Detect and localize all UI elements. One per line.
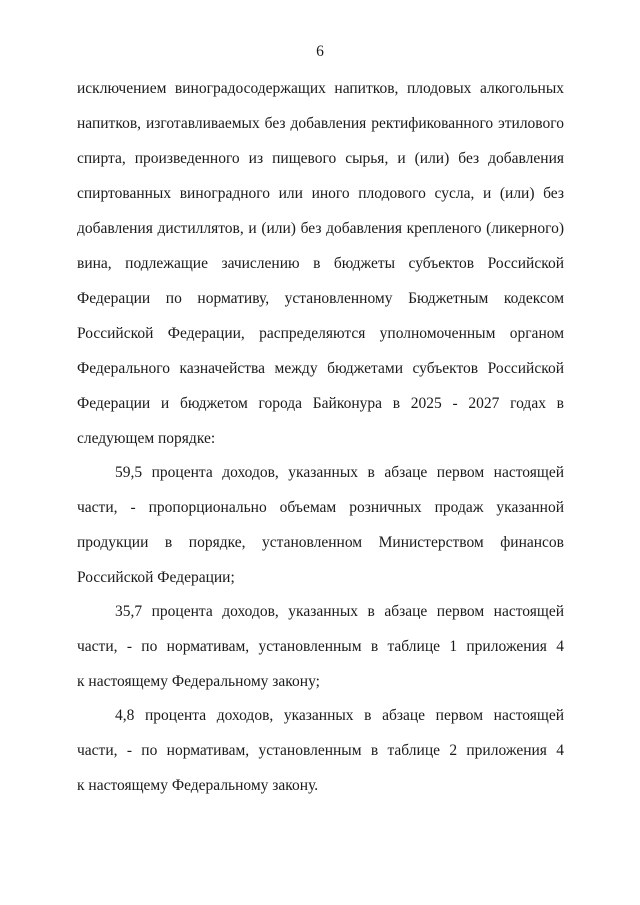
text-line: 59,5 процента доходов, указанных в абзаце первом настоящей	[115, 464, 564, 481]
text-line: следующем порядке:	[77, 430, 216, 447]
text-line: Российской Федерации;	[77, 569, 235, 586]
text-line: части, - по нормативам, установленным в таблице 2 приложения 4	[77, 742, 564, 759]
text-line: части, - по нормативам, установленным в таблице 1 приложения 4	[77, 638, 564, 655]
text-line: продукции в порядке, установленном Министерством финансов	[77, 534, 564, 551]
text-line: Федерации по нормативу, установленному Бюджетным кодексом	[77, 290, 564, 307]
text-line: напитков, изготавливаемых без добавления ректификованного этилового	[77, 115, 564, 132]
text-line: к настоящему Федеральному закону.	[77, 777, 319, 794]
text-line: спиртованных виноградного или иного плодового сусла, и (или) без	[77, 185, 564, 202]
text-line: исключением виноградосодержащих напитков, плодовых алкогольных	[77, 80, 564, 97]
text-line: 4,8 процента доходов, указанных в абзаце первом настоящей	[115, 707, 564, 724]
text-line: спирта, произведенного из пищевого сырья, и (или) без добавления	[77, 150, 564, 167]
text-line: вина, подлежащие зачислению в бюджеты субъектов Российской	[77, 255, 564, 272]
text-line: к настоящему Федеральному закону;	[77, 673, 320, 690]
text-line: Российской Федерации, распределяются уполномоченным органом	[77, 325, 564, 342]
text-line: Федерации и бюджетом города Байконура в 2025 - 2027 годах в	[77, 395, 564, 412]
text-line: добавления дистиллятов, и (или) без добавления крепленого (ликерного)	[77, 220, 564, 237]
text-line: части, - пропорционально объемам розничных продаж указанной	[77, 499, 564, 516]
text-line: 35,7 процента доходов, указанных в абзаце первом настоящей	[115, 603, 564, 620]
text-line: Федерального казначейства между бюджетами субъектов Российской	[77, 360, 564, 377]
page-number: 6	[316, 43, 324, 60]
